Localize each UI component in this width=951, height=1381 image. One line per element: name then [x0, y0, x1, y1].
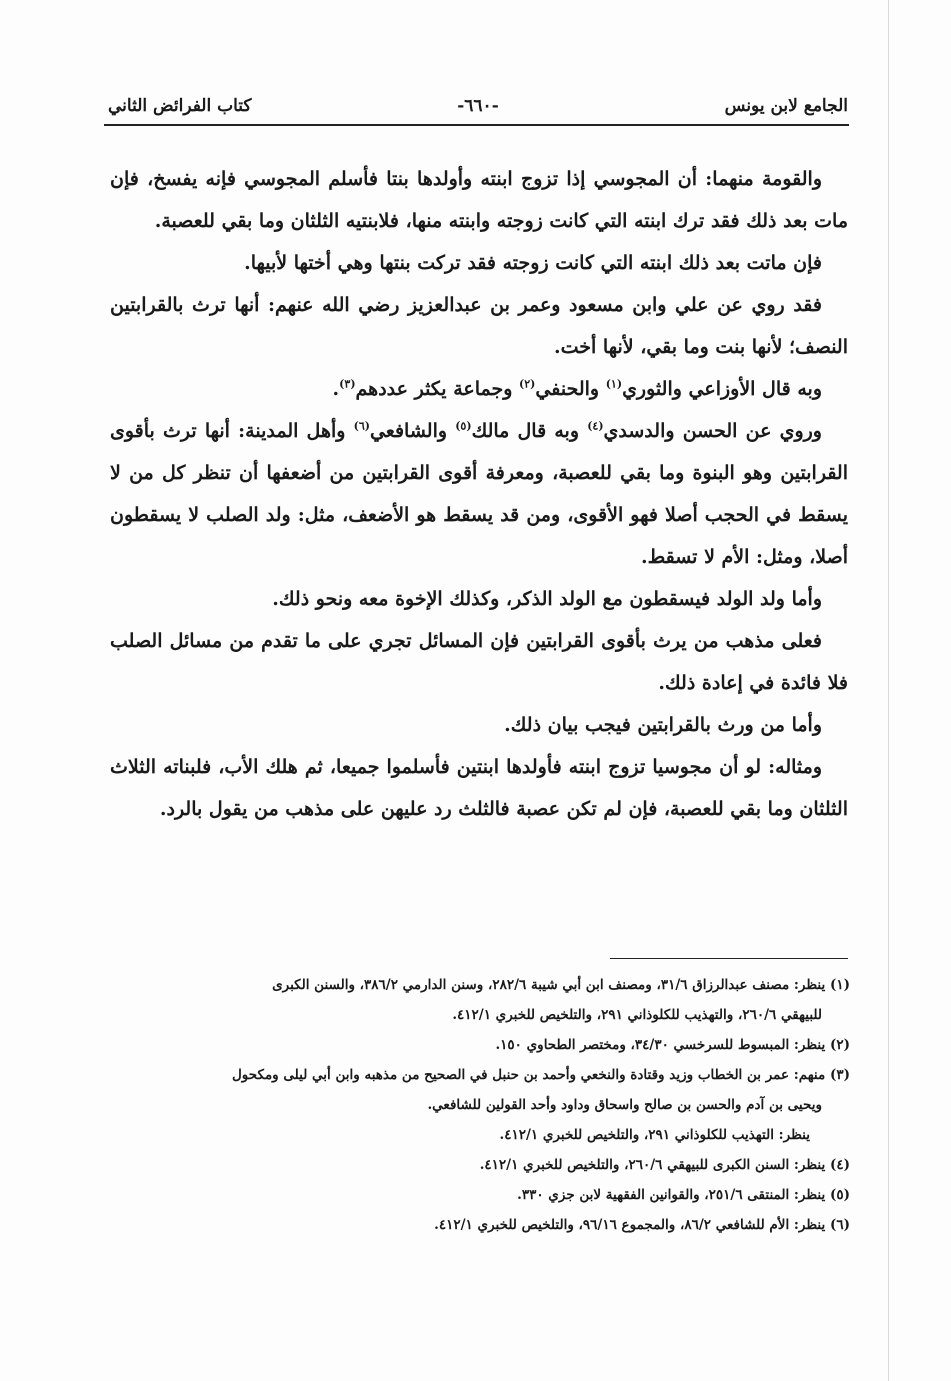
footnote-ref-4: (٤) [587, 419, 604, 433]
footnote-2: (٢) ينظر: المبسوط للسرخسي ٣٤/٣٠، ومختصر الطحاوي ١٥٠. [495, 1037, 850, 1053]
main-text [110, 158, 848, 830]
header-book-title: الجامع لابن يونس [724, 96, 848, 116]
footnote-1-continued: للبيهقي ٢٦٠/٦، والتهذيب للكلوذاني ٢٩١، والتلخيص للخبري ٤١٢/١. [452, 1007, 822, 1023]
paragraph-5 [110, 410, 848, 578]
paragraph-6: وأما ولد الولد فيسقطون مع الولد الذكر، وكذلك الإخوة معه ونحو ذلك. [272, 588, 822, 610]
footnote-ref-5: (٥) [455, 419, 472, 433]
footnote-5: (٥) ينظر: المنتقى ٢٥١/٦، والقوانين الفقهية لابن جزي ٣٣٠. [517, 1187, 850, 1203]
paragraph-5-text-b: وبه قال مالك [471, 420, 588, 442]
paragraph-3: فقد روي عن علي وابن مسعود وعمر بن عبدالعزيز رضي الله عنهم: أنها ترث بالقرابتين النصف؛ لأنها بنت وما بقي، لأنها أخت. [110, 294, 848, 358]
paragraph-5-text-a: وروي عن الحسن والدسدي [603, 420, 822, 442]
header-chapter-title: كتاب الفرائض الثاني [108, 96, 252, 116]
paragraph-7: فعلى مذهب من يرث بأقوى القرابتين فإن المسائل تجري على ما تقدم من مسائل الصلب فلا فائدة في إعادة ذلك. [110, 630, 848, 694]
footnote-ref-3: (٣) [339, 377, 356, 391]
footnote-ref-1: (١) [605, 377, 623, 391]
paragraph-8: وأما من ورث بالقرابتين فيجب بيان ذلك. [504, 714, 822, 736]
paragraph-4-text-a: وبه قال الأوزاعي والثوري [622, 378, 822, 400]
paragraph-2: فإن ماتت بعد ذلك ابنته التي كانت زوجته فقد تركت بنتها وهي أختها لأبيها. [244, 252, 822, 274]
paragraph-1: والقومة منهما: أن المجوسي إذا تزوج ابنته وأولدها بنتا فأسلم المجوسي فإنه يفسخ، فإن مات بعد ذلك فقد ترك ابنته التي كانت زوجته وابنته منها، فلابنتيه الثلثان وما بقي للعصبة. [110, 168, 848, 232]
paragraph-4 [110, 368, 848, 410]
paragraph-5-text-d: وأهل المدينة: أنها ترث بأقوى القرابتين وهو البنوة وما بقي للعصبة، ومعرفة أقوى القرابتين من أضعفها أن تنظر كل من لا يسقط في الحجب أصلا فهو الأقوى، ومن قد يسقط هو الأضعف، مثل: ولد الصلب لا يسقطون أصلا، ومثل: الأم لا تسقط. [110, 420, 848, 568]
paragraph-4-text-c: وجماعة يكثر عددهم [355, 378, 520, 400]
page-header [108, 88, 848, 128]
paragraph-4-text-b: والحنفي [535, 378, 606, 400]
footnote-ref-6: (٦) [353, 419, 370, 433]
footnotes [110, 970, 850, 1240]
footnote-3: (٣) منهم: عمر بن الخطاب وزيد وقتادة والنخعي وأحمد بن حنبل في الصحيح من مذهبه وابن أبي ليلى ومكحول [232, 1067, 850, 1083]
footnote-3-continued: ويحيى بن آدم والحسن بن صالح واسحاق وداود وأحد القولين للشافعي. [427, 1097, 822, 1113]
paragraph-5-text-c: والشافعي [369, 420, 456, 442]
footnote-3-reference: ينظر: التهذيب للكلوذاني ٢٩١، والتلخيص للخبري ٤١٢/١. [499, 1127, 810, 1143]
scan-edge-line [888, 0, 889, 1381]
paragraph-4-text-d: . [332, 378, 340, 400]
paragraph-9: ومثاله: لو أن مجوسيا تزوج ابنته فأولدها ابنتين فأسلموا جميعا، ثم هلك الأب، فلبناته الثلاث الثلثان وما بقي للعصبة، فإن لم تكن عصبة فالثلث رد عليهن على مذهب من يقول بالرد. [110, 756, 848, 820]
footnote-ref-2: (٢) [519, 377, 536, 391]
footnote-1: (١) ينظر: مصنف عبدالرزاق ٣١/٦، ومصنف ابن أبي شيبة ٢٨٢/٦، وسنن الدارمي ٣٨٦/٢، والسنن الكبرى [272, 977, 850, 993]
footnote-divider [610, 958, 848, 959]
footnote-6: (٦) ينظر: الأم للشافعي ٨٦/٢، والمجموع ٩٦/١٦، والتلخيص للخبري ٤١٢/١. [434, 1217, 850, 1233]
footnote-4: (٤) ينظر: السنن الكبرى للبيهقي ٢٦٠/٦، والتلخيص للخبري ٤١٢/١. [479, 1157, 850, 1173]
page-number: -٦٦٠- [457, 96, 499, 116]
header-divider [104, 124, 849, 126]
